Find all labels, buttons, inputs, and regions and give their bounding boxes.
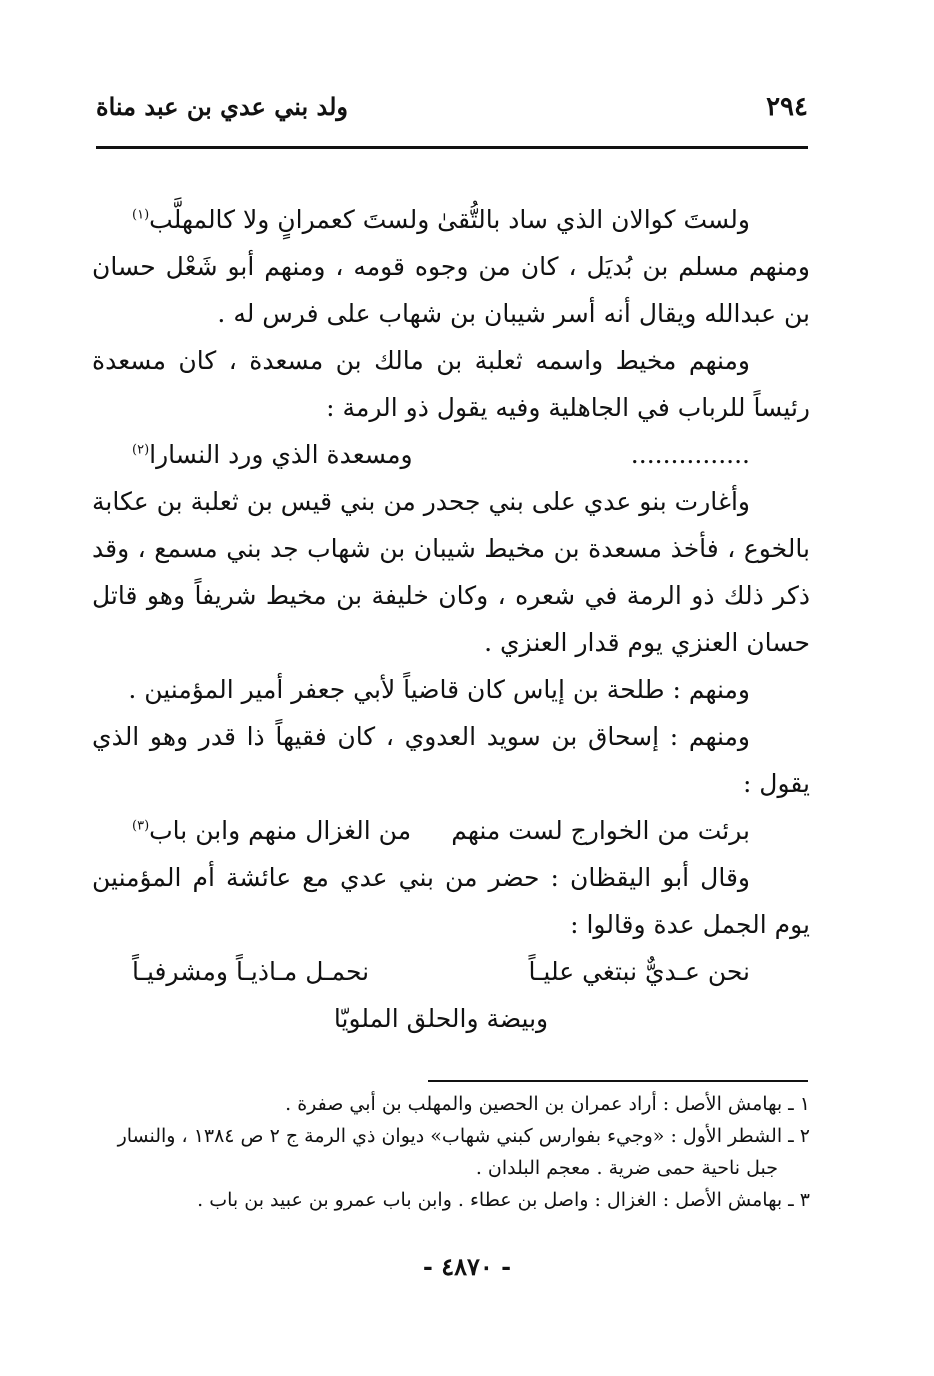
verse-hemistich-second: من الغزال منهم وابن باب$^{(٣)}$ bbox=[132, 816, 412, 845]
paragraph: ومنهم : إسحاق بن سويد العدوي ، كان فقيهاً ذا قدر وهو الذي يقول : bbox=[92, 722, 810, 798]
verse-hemistich-second: نحمـل مـاذيـاً ومشرفيـاً bbox=[132, 957, 370, 986]
verse-line bbox=[92, 431, 810, 478]
verse-line bbox=[92, 196, 810, 243]
paragraph: ومنهم مخيط واسمه ثعلبة بن مالك بن مسعدة ، كان مسعدة رئيساً للرباب في الجاهلية وفيه يقول ذو الرمة : bbox=[92, 346, 810, 422]
footnote: ١ ـ بهامش الأصل : أراد عمران بن الحصين والمهلب بن أبي صفرة . bbox=[285, 1093, 810, 1115]
verse-line-single: وبيضة والحلق الملويّا bbox=[333, 1004, 549, 1033]
footnote-marker: (١) bbox=[132, 207, 150, 223]
verse-hemistich-second: ومسعدة الذي ورد النسارا$^{(٢)}$ bbox=[132, 440, 413, 469]
footnote-marker: (٢) bbox=[132, 442, 150, 458]
paragraph: ومنهم مسلم بن بُديَل ، كان من وجوه قومه ، ومنهم أبو شَعْل حسان بن عبدالله ويقال أنه أسر شيبان بن شهاب على فرس له . bbox=[92, 252, 810, 328]
body-text bbox=[92, 196, 810, 1042]
verse-line bbox=[92, 807, 810, 854]
footnote: ٣ ـ بهامش الأصل : الغزال : واصل بن عطاء . وابن باب عمرو بن عبيد بن باب . bbox=[197, 1189, 810, 1211]
page-header bbox=[96, 92, 808, 132]
verse-line bbox=[92, 995, 810, 1042]
folio-number: - ٤٨٧٠ - bbox=[422, 1252, 512, 1281]
page-number: ٢٩٤ bbox=[766, 92, 808, 122]
paragraph: ومنهم : طلحة بن إياس كان قاضياً لأبي جعفر أمير المؤمنين . bbox=[128, 675, 750, 704]
paragraph: وأغارت بنو عدي على بني جحدر من بني قيس بن ثعلبة بن عكابة بالخوع ، فأخذ مسعدة بن مخيط شيبان بن شهاب جد بني مسمع ، وقد ذكر ذلك ذو الرمة في شعره ، وكان خليفة بن مخيط شريفاً وهو قاتل حسان العنزي يوم قدار العنزي . bbox=[92, 487, 810, 657]
header-rule bbox=[96, 146, 808, 149]
verse-hemistich-first: برئت من الخوارج لست منهم bbox=[451, 816, 750, 845]
footnote-rule bbox=[428, 1080, 808, 1082]
footnote-continuation: جبل ناحية حمى ضرية . معجم البلدان . bbox=[475, 1157, 778, 1179]
paragraph: وقال أبو اليقظان : حضر من بني عدي مع عائشة أم المؤمنين يوم الجمل عدة وقالوا : bbox=[92, 863, 810, 939]
verse-hemistich-first: ولستَ كوالان الذي ساد بالتُّقىٰ bbox=[437, 205, 750, 234]
footnotes bbox=[100, 1088, 810, 1216]
running-title: ولد بني عدي بن عبد مناة bbox=[96, 92, 348, 121]
footnote-marker: (٣) bbox=[132, 818, 150, 834]
verse-hemistich-second: ولستَ كعمرانٍ ولا كالمهلَّب$^{(١)}$ bbox=[132, 205, 430, 234]
footnote: ٢ ـ الشطر الأول : «وجيء بفوارس كبني شهاب» ديوان ذي الرمة ج ٢ ص ١٣٨٤ ، والنسار bbox=[117, 1125, 810, 1147]
verse-hemistich-first: نحن عـديٌّ نبتغي عليـاً bbox=[528, 957, 750, 986]
verse-hemistich-first: ............... bbox=[630, 440, 750, 469]
verse-line bbox=[92, 948, 810, 995]
